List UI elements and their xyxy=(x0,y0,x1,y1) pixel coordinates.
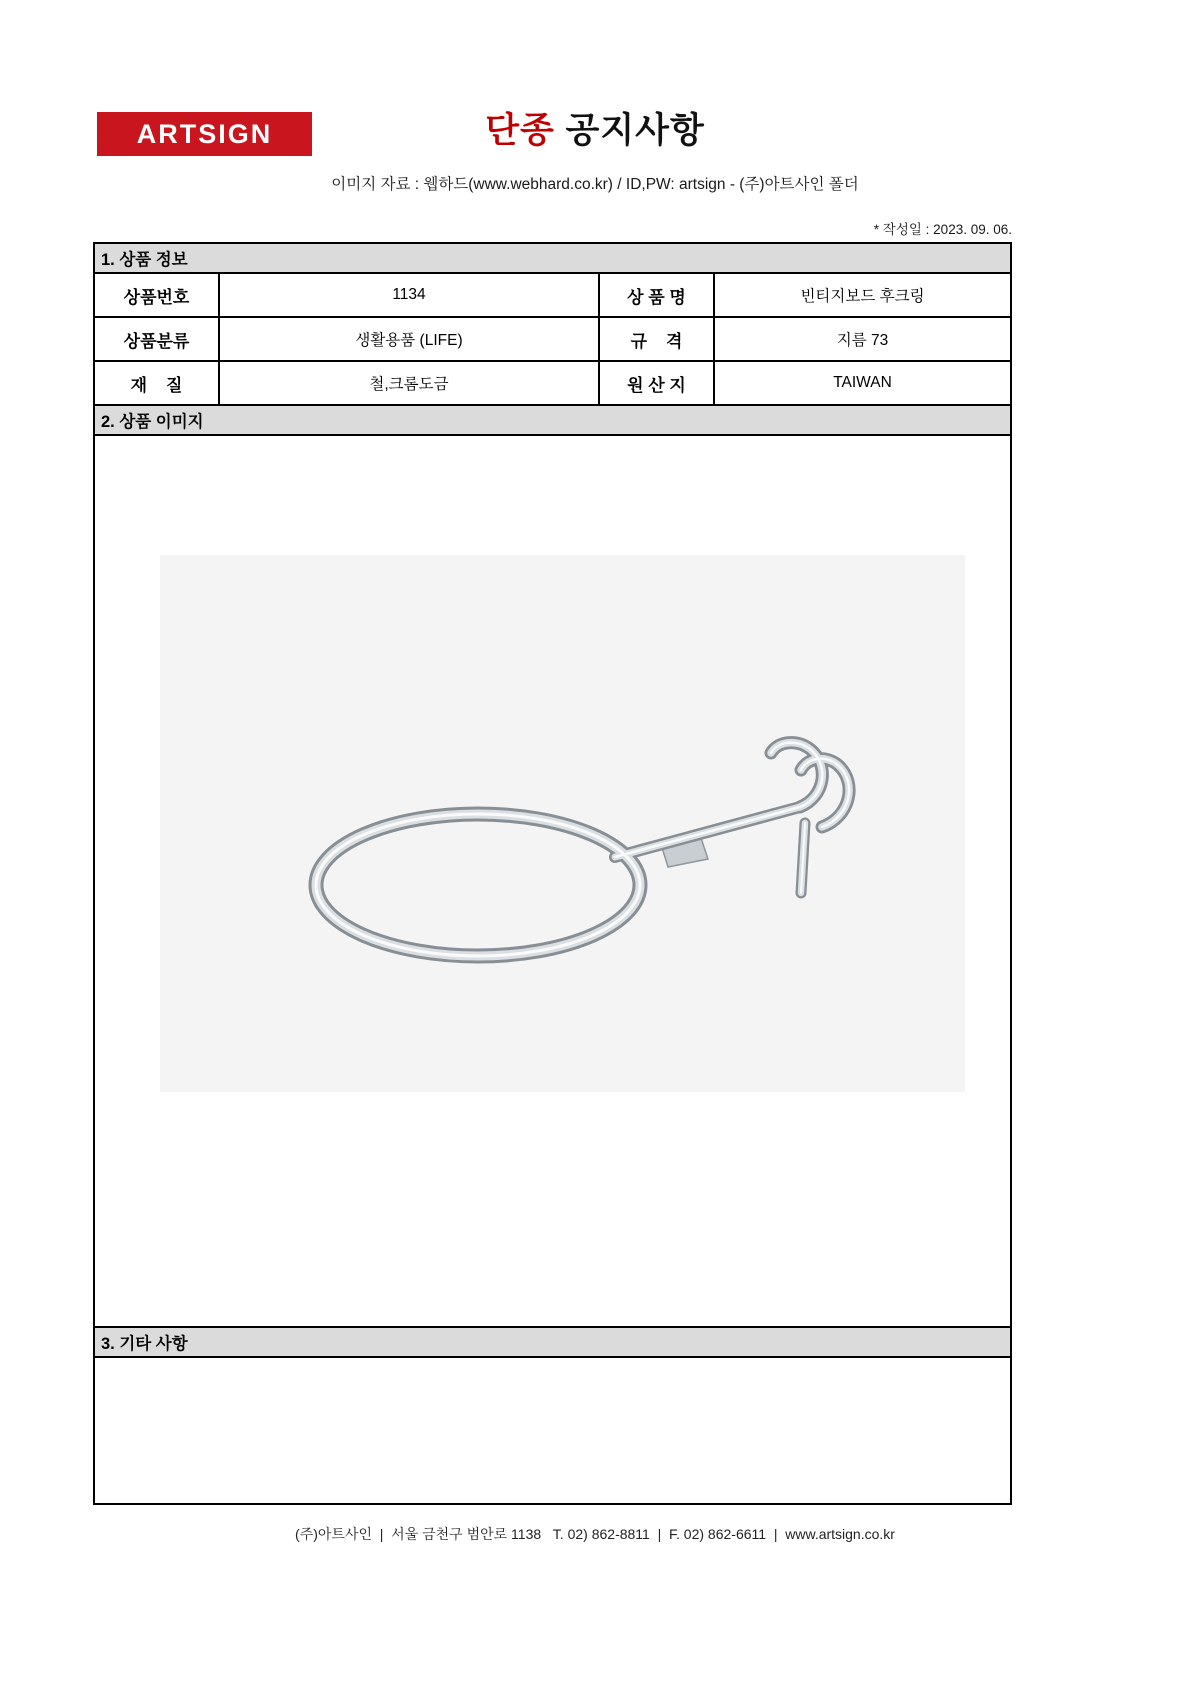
table-row xyxy=(95,318,1010,362)
value-origin: TAIWAN xyxy=(833,374,892,391)
product-photo xyxy=(160,555,965,1092)
artsign-logo: ARTSIGN xyxy=(97,112,312,156)
title-discontinued: 단종 xyxy=(485,111,555,150)
label-material: 재 질 xyxy=(95,362,220,404)
title-notice: 공지사항 xyxy=(554,111,705,150)
value-product-category: 생활용품 (LIFE) xyxy=(220,318,600,360)
label-spec: 규 격 xyxy=(600,318,715,360)
section-header-product-info: 1. 상품 정보 xyxy=(95,244,1010,274)
section-header-etc: 3. 기타 사항 xyxy=(95,1328,1010,1358)
label-product-category: 상품분류 xyxy=(95,318,220,360)
written-date: * 작성일 : 2023. 09. 06. xyxy=(873,222,1012,237)
value-product-number: 1134 xyxy=(220,274,600,316)
value-spec: 지름 73 xyxy=(836,332,889,349)
hook-ring-illustration xyxy=(160,555,965,1092)
table-row xyxy=(95,274,1010,318)
label-product-number: 상품번호 xyxy=(95,274,220,316)
table-row xyxy=(95,362,1010,406)
product-image-cell xyxy=(95,436,1010,1328)
notice-table xyxy=(93,242,1012,1505)
value-product-name: 빈티지보드 후크링 xyxy=(800,288,925,305)
label-product-name: 상 품 명 xyxy=(600,274,715,316)
page-title xyxy=(0,103,1190,153)
etc-empty-cell xyxy=(95,1358,1010,1503)
label-origin: 원 산 지 xyxy=(600,362,715,404)
company-footer: (주)아트사인 | 서울 금천구 범안로 1138 T. 02) 862-8811 | F. 02) 862-6611 | www.artsign.co.kr xyxy=(295,1526,895,1542)
section-header-product-image: 2. 상품 이미지 xyxy=(95,406,1010,436)
image-source-note: 이미지 자료 : 웹하드(www.webhard.co.kr) / ID,PW: artsign - (주)아트사인 폴더 xyxy=(331,176,859,193)
value-material: 철,크롬도금 xyxy=(220,362,600,404)
